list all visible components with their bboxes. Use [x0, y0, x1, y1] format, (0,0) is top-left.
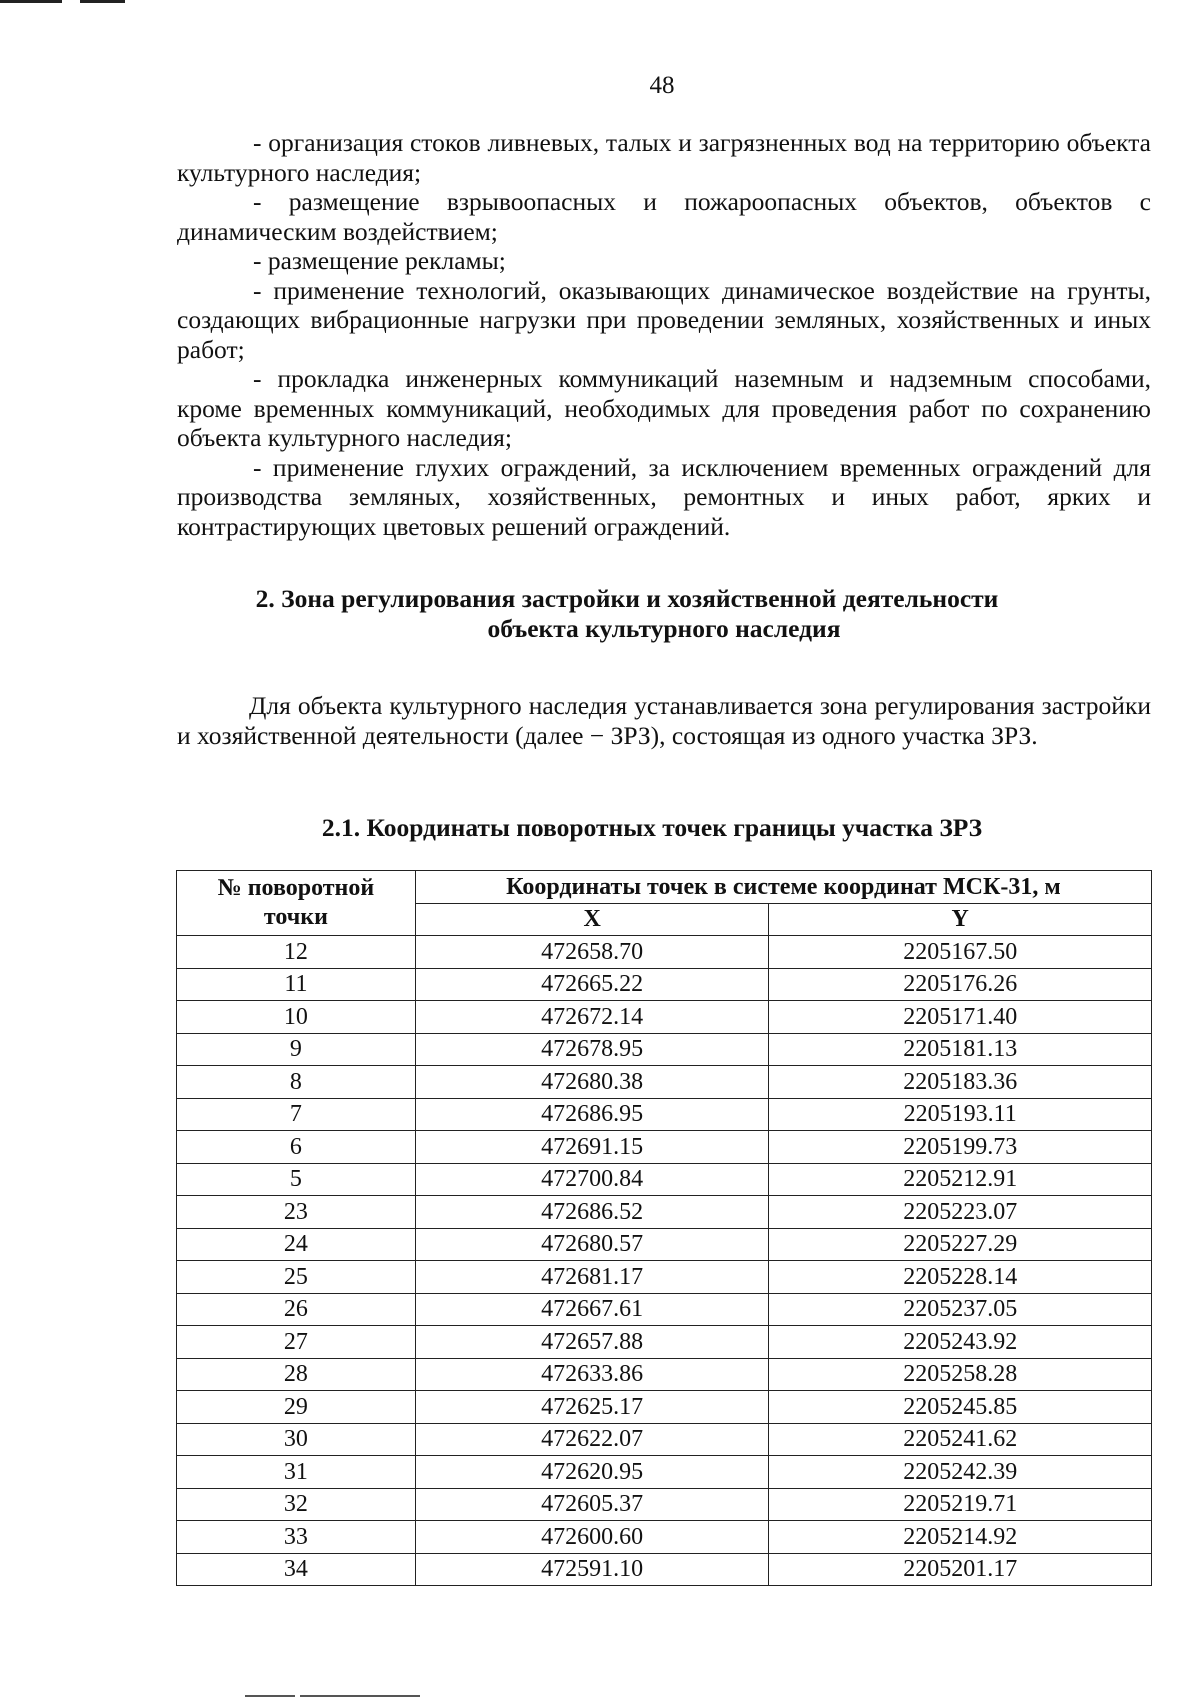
- cell-y: 2205183.36: [769, 1066, 1152, 1099]
- cell-point: 10: [177, 1001, 416, 1034]
- table-title: 2.1. Координаты поворотных точек границы участка ЗРЗ: [321, 813, 983, 842]
- cell-x: 472686.95: [415, 1098, 769, 1131]
- header-y: Y: [769, 903, 1152, 936]
- cell-x: 472672.14: [415, 1001, 769, 1034]
- cell-y: 2205167.50: [769, 936, 1152, 969]
- page-number: 48: [649, 72, 675, 99]
- cell-y: 2205227.29: [769, 1228, 1152, 1261]
- cell-y: 2205212.91: [769, 1163, 1152, 1196]
- cell-x: 472686.52: [415, 1196, 769, 1229]
- scan-artifact-top-left-2: [80, 0, 125, 3]
- list-item: - прокладка инженерных коммуникаций наземным и надземным способами, кроме временных коммуникаций, необходимых для проведения работ по сохранению объекта культурного наследия;: [177, 364, 1151, 452]
- table-row: [177, 1098, 1152, 1131]
- cell-point: 27: [177, 1326, 416, 1359]
- scan-artifact-bottom: [245, 1695, 295, 1697]
- cell-x: 472620.95: [415, 1456, 769, 1489]
- cell-point: 9: [177, 1033, 416, 1066]
- cell-x: 472700.84: [415, 1163, 769, 1196]
- cell-point: 31: [177, 1456, 416, 1489]
- list-item: - применение технологий, оказывающих динамическое воздействие на грунты, создающих вибрационные нагрузки при проведении земляных, хозяйственных и иных работ;: [177, 275, 1151, 364]
- cell-x: 472633.86: [415, 1358, 769, 1391]
- table-row: [177, 1066, 1152, 1099]
- cell-point: 11: [177, 968, 416, 1001]
- table-row: [177, 968, 1152, 1001]
- cell-x: 472681.17: [415, 1261, 769, 1294]
- cell-y: 2205181.13: [769, 1033, 1152, 1066]
- cell-x: 472678.95: [415, 1033, 769, 1066]
- table-row: [177, 936, 1152, 969]
- cell-y: 2205219.71: [769, 1488, 1152, 1521]
- cell-y: 2205223.07: [769, 1196, 1152, 1229]
- cell-x: 472691.15: [415, 1131, 769, 1164]
- cell-point: 26: [177, 1293, 416, 1326]
- cell-x: 472680.57: [415, 1228, 769, 1261]
- cell-point: 28: [177, 1358, 416, 1391]
- cell-point: 7: [177, 1098, 416, 1131]
- cell-point: 5: [177, 1163, 416, 1196]
- cell-y: 2205171.40: [769, 1001, 1152, 1034]
- header-coordinates: Координаты точек в системе координат МСК-31, м: [415, 871, 1151, 904]
- table-row: [177, 1196, 1152, 1229]
- table-row: [177, 1358, 1152, 1391]
- section-heading-line-2: объекта культурного наследия: [487, 614, 841, 643]
- cell-point: 33: [177, 1521, 416, 1554]
- table-body: [177, 936, 1152, 1586]
- cell-x: 472680.38: [415, 1066, 769, 1099]
- cell-y: 2205242.39: [769, 1456, 1152, 1489]
- table-row: [177, 1488, 1152, 1521]
- cell-y: 2205228.14: [769, 1261, 1152, 1294]
- table-row: [177, 1228, 1152, 1261]
- section-intro: Для объекта культурного наследия устанавливается зона регулирования застройки и хозяйственной деятельности (далее − ЗРЗ), состоящая из одного участка ЗРЗ.: [177, 691, 1151, 750]
- cell-y: 2205258.28: [769, 1358, 1152, 1391]
- cell-y: 2205193.11: [769, 1098, 1152, 1131]
- cell-y: 2205201.17: [769, 1553, 1152, 1586]
- cell-y: 2205245.85: [769, 1391, 1152, 1424]
- table-row: [177, 1521, 1152, 1554]
- cell-point: 6: [177, 1131, 416, 1164]
- cell-x: 472658.70: [415, 936, 769, 969]
- cell-y: 2205237.05: [769, 1293, 1152, 1326]
- table-row: [177, 1163, 1152, 1196]
- cell-y: 2205176.26: [769, 968, 1152, 1001]
- table-row: [177, 1033, 1152, 1066]
- cell-point: 12: [177, 936, 416, 969]
- cell-y: 2205214.92: [769, 1521, 1152, 1554]
- cell-point: 30: [177, 1423, 416, 1456]
- cell-x: 472600.60: [415, 1521, 769, 1554]
- cell-point: 29: [177, 1391, 416, 1424]
- restrictions-list: [177, 128, 1151, 541]
- table-row: [177, 1391, 1152, 1424]
- header-point-number: [177, 871, 416, 936]
- table-row: [177, 1423, 1152, 1456]
- coordinates-table: [176, 870, 1152, 1586]
- cell-x: 472622.07: [415, 1423, 769, 1456]
- scan-artifact-bottom-2: [300, 1695, 420, 1697]
- cell-point: 25: [177, 1261, 416, 1294]
- table-row: [177, 1293, 1152, 1326]
- table-row: [177, 1553, 1152, 1586]
- cell-x: 472665.22: [415, 968, 769, 1001]
- cell-y: 2205199.73: [769, 1131, 1152, 1164]
- cell-x: 472657.88: [415, 1326, 769, 1359]
- scan-artifact-top-left: [0, 0, 62, 3]
- table-row: [177, 1131, 1152, 1164]
- list-item: - применение глухих ограждений, за исключением временных ограждений для производства земляных, хозяйственных, ремонтных и иных работ, ярких и контрастирующих цветовых решений ограждений.: [177, 452, 1151, 541]
- cell-x: 472667.61: [415, 1293, 769, 1326]
- cell-x: 472625.17: [415, 1391, 769, 1424]
- table-row: [177, 1326, 1152, 1359]
- section-heading: [177, 584, 1151, 644]
- cell-y: 2205241.62: [769, 1423, 1152, 1456]
- cell-point: 34: [177, 1553, 416, 1586]
- cell-point: 8: [177, 1066, 416, 1099]
- cell-point: 24: [177, 1228, 416, 1261]
- cell-y: 2205243.92: [769, 1326, 1152, 1359]
- header-point-line-1: № поворотной: [217, 875, 375, 901]
- list-item: - размещение рекламы;: [253, 246, 506, 275]
- list-item: - размещение взрывоопасных и пожароопасных объектов, объектов с динамическим воздействием;: [177, 187, 1151, 246]
- list-item: - организация стоков ливневых, талых и загрязненных вод на территорию объекта культурного наследия;: [177, 128, 1151, 187]
- cell-point: 32: [177, 1488, 416, 1521]
- cell-point: 23: [177, 1196, 416, 1229]
- header-x: X: [415, 903, 769, 936]
- table-row: [177, 1456, 1152, 1489]
- section-heading-line-1: 2. Зона регулирования застройки и хозяйственной деятельности: [255, 584, 999, 613]
- cell-x: 472605.37: [415, 1488, 769, 1521]
- table-row: [177, 1261, 1152, 1294]
- table-row: [177, 1001, 1152, 1034]
- cell-x: 472591.10: [415, 1553, 769, 1586]
- header-point-line-2: точки: [263, 904, 328, 930]
